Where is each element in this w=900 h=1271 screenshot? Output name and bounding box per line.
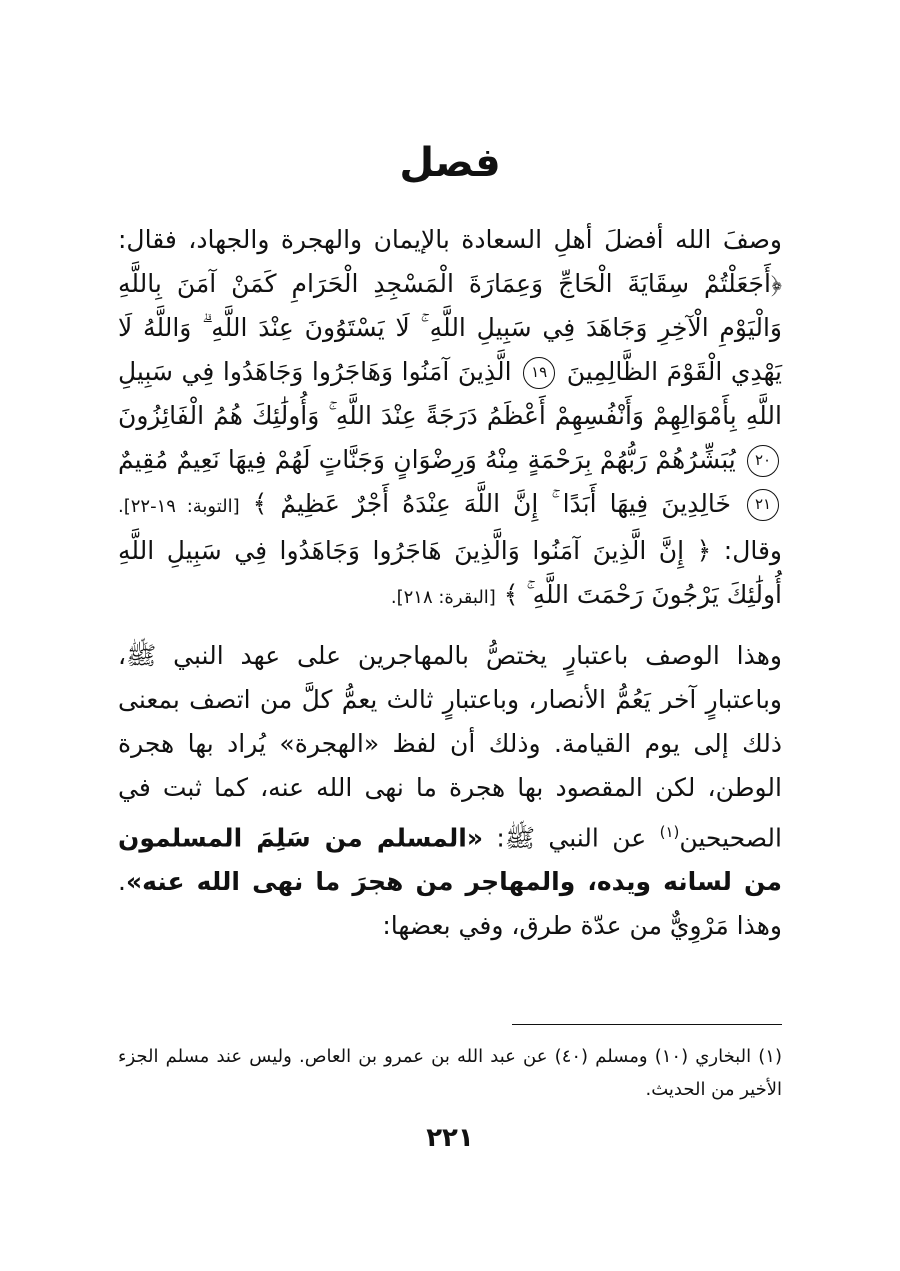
ayah-number-marker: ١٩	[523, 357, 555, 389]
quran-close-bracket: ﴾	[252, 489, 268, 518]
footnote-marker[interactable]: (١)	[659, 823, 680, 841]
body-text: وهذا الوصف باعتبارٍ يختصُّ بالمهاجرين على عهد النبي ﷺ، وباعتبارٍ آخر يَعُمُّ الأنصار، وباعتبارٍ ثالث يعمُّ كلَّ من اتصف بمعنى ذلك إلى يوم القيامة. وذلك أن لفظ «الهجرة» يُراد بها هجرة الوطن، لكن المقصود بها هجرة ما نهى الله عنه، كما ثبت في الصحيحين	[118, 641, 782, 853]
footnote-text: (١) البخاري (١٠) ومسلم (٤٠) عن عبد الله بن عمرو بن العاص. وليس عند مسلم الجزء الأخير من الحديث.	[118, 1046, 782, 1100]
quran-verse-22: خَالِدِينَ فِيهَا أَبَدًا ۚ إِنَّ اللَّهَ عِنْدَهُ أَجْرٌ عَظِيمٌ	[280, 489, 731, 518]
quran-open-bracket: ﴿	[696, 536, 712, 565]
chapter-title: فصل	[399, 140, 501, 186]
quran-open-bracket: ﴿	[770, 269, 782, 298]
surah-reference-tawbah: [التوبة: ١٩-٢٢].	[118, 496, 240, 517]
paragraph-hijra-explanation	[118, 634, 782, 948]
connector-text: وقال:	[723, 536, 782, 565]
quran-verse-20: الَّذِينَ آمَنُوا وَهَاجَرُوا وَجَاهَدُوا فِي سَبِيلِ اللَّهِ بِأَمْوَالِهِمْ وَأَنْفُسِهِمْ أَعْظَمُ دَرَجَةً عِنْدَ اللَّهِ ۚ وَأُولَٰئِكَ هُمُ الْفَائِزُونَ	[118, 357, 782, 430]
quran-close-bracket: ﴾	[503, 580, 519, 609]
surah-reference-baqarah: [البقرة: ٢١٨].	[390, 587, 496, 608]
body-text: عن النبي ﷺ:	[496, 823, 647, 853]
ayah-number-marker: ٢١	[747, 489, 779, 521]
body-text: . وهذا مَرْوِيٌّ من عدّة طرق، وفي بعضها:	[118, 867, 782, 941]
footnote-divider	[512, 1024, 782, 1025]
paragraph-quran-verses	[118, 218, 782, 620]
quran-verse-19: أَجَعَلْتُمْ سِقَايَةَ الْحَاجِّ وَعِمَارَةَ الْمَسْجِدِ الْحَرَامِ كَمَنْ آمَنَ بِاللَّهِ وَالْيَوْمِ الْآخِرِ وَجَاهَدَ فِي سَبِيلِ اللَّهِ ۚ لَا يَسْتَوُونَ عِنْدَ اللَّهِ ۗ وَاللَّهُ لَا يَهْدِي الْقَوْمَ الظَّالِمِينَ	[118, 269, 783, 386]
main-text	[118, 218, 782, 948]
quran-verse-21: يُبَشِّرُهُمْ رَبُّهُمْ بِرَحْمَةٍ مِنْهُ وَرِضْوَانٍ وَجَنَّاتٍ لَهُمْ فِيهَا نَعِيمٌ مُقِيمٌ	[118, 445, 736, 474]
quran-verse-baqarah-218: إِنَّ الَّذِينَ آمَنُوا وَالَّذِينَ هَاجَرُوا وَجَاهَدُوا فِي سَبِيلِ اللَّهِ أُولَٰئِكَ يَرْجُونَ رَحْمَتَ اللَّهِ ۚ	[118, 536, 782, 609]
intro-sentence: وصفَ الله أفضلَ أهلِ السعادة بالإيمان والهجرة والجهاد، فقال:	[118, 225, 782, 254]
ayah-number-marker: ٢٠	[747, 445, 779, 477]
page-number: ٢٢١	[426, 1123, 474, 1153]
hadith-quote: «المسلم من سَلِمَ المسلمون من لسانه ويده، والمهاجر من هجرَ ما نهى الله عنه»	[118, 823, 782, 897]
